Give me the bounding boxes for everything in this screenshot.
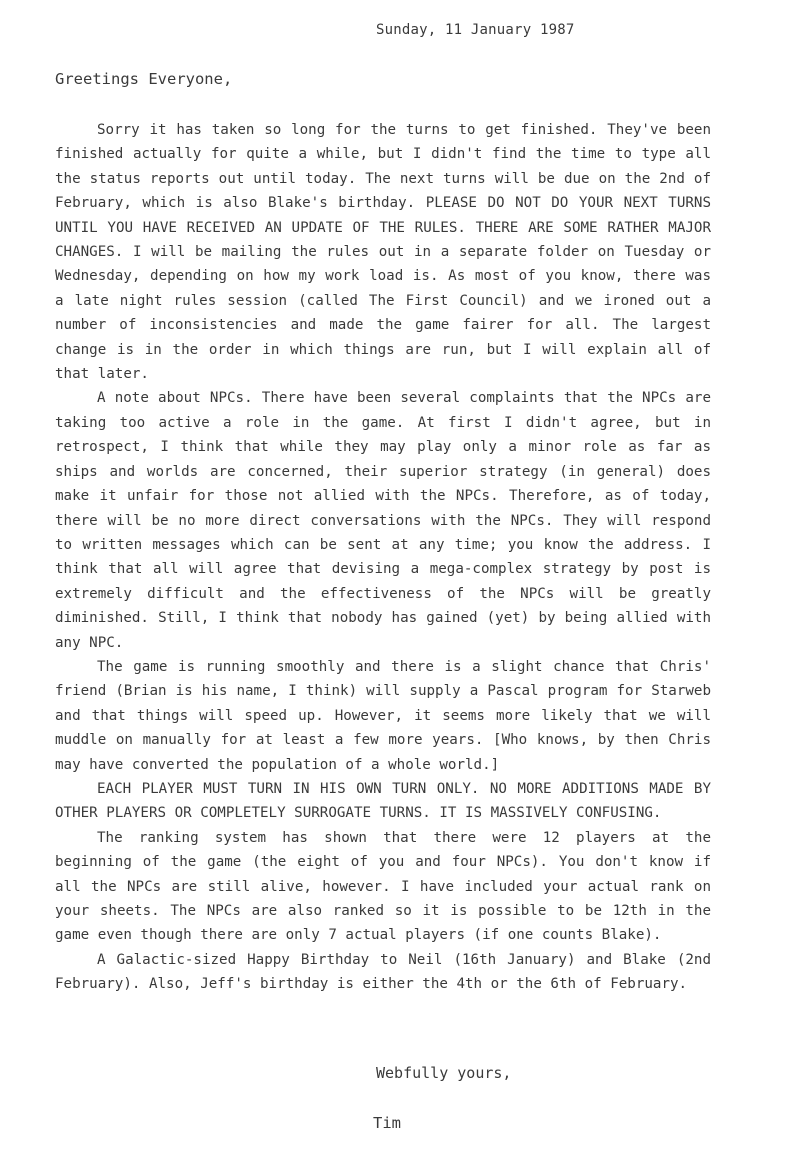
paragraph-birthdays: A Galactic-sized Happy Birthday to Neil (16th January) and Blake (2nd February). Also, Jeff's birthday is either the 4th or the 6th of February.: [55, 951, 711, 993]
letter-signature: Tim: [373, 1114, 401, 1132]
paragraph-game-status: The game is running smoothly and there is a slight chance that Chris' friend (Brian is his name, I think) will supply a Pascal program for Starweb and that things will speed up. However, it seems more likely that we will muddle on manually for at least a few more years. [Who knows, by then Chris may have converted the population of a whole world.]: [55, 658, 711, 773]
letter-closing: Webfully yours,: [376, 1064, 512, 1082]
paragraph-ranking: The ranking system has shown that there were 12 players at the beginning of the game (the eight of you and four NPCs). You don't know if all the NPCs are still alive, however. I have included your actual rank on your sheets. The NPCs are also ranked so it is possible to be 12th in the game even though there are only 7 actual players (if one counts Blake).: [55, 829, 711, 944]
letter-body: [55, 118, 711, 997]
paragraph-turns-delay: Sorry it has taken so long for the turns to get finished. They've been finished actually for quite a while, but I didn't find the time to type all the status reports out until today. The next turns will be due on the 2nd of February, which is also Blake's birthday. PLEASE DO NOT DO YOUR NEXT TURNS UNTIL YOU HAVE RECEIVED AN UPDATE OF THE RULES. THERE ARE SOME RATHER MAJOR CHANGES. I will be mailing the rules out in a separate folder on Tuesday or Wednesday, depending on how my work load is. As most of you know, there was a late night rules session (called The First Council) and we ironed out a number of inconsistencies and made the game fairer for all. The largest change is in the order in which things are run, but I will explain all of that later.: [55, 122, 711, 383]
letter-greeting: Greetings Everyone,: [55, 70, 233, 88]
paragraph-own-turn-rule: EACH PLAYER MUST TURN IN HIS OWN TURN ONLY. NO MORE ADDITIONS MADE BY OTHER PLAYERS OR COMPLETELY SURROGATE TURNS. IT IS MASSIVELY CONFUSING.: [55, 780, 711, 822]
letter-date: Sunday, 11 January 1987: [376, 22, 575, 38]
paragraph-npcs: A note about NPCs. There have been several complaints that the NPCs are taking too active a role in the game. At first I didn't agree, but in retrospect, I think that while they may play only a minor role as far as ships and worlds are concerned, their superior strategy (in general) does make it unfair for those not allied with the NPCs. Therefore, as of today, there will be no more direct conversations with the NPCs. They will respond to written messages which can be sent at any time; you know the address. I think that all will agree that devising a mega-complex strategy by post is extremely difficult and the effectiveness of the NPCs will be greatly diminished. Still, I think that nobody has gained (yet) by being allied with any NPC.: [55, 390, 711, 651]
